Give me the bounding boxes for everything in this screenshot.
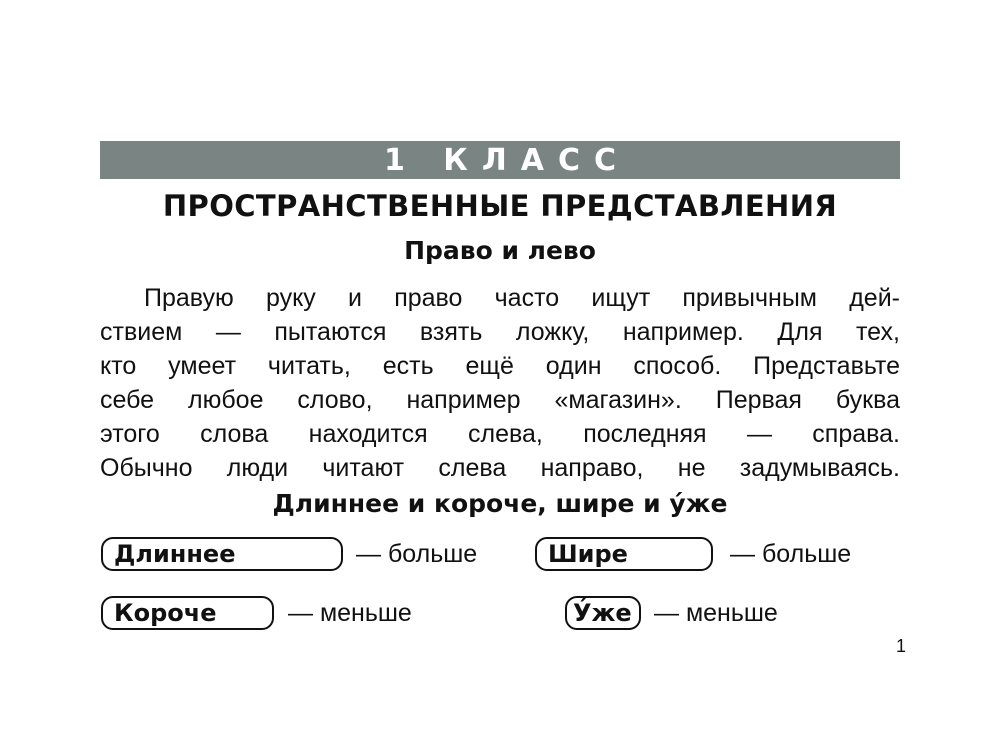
paragraph-line: этого слова находится слева, последняя — справа. xyxy=(100,420,900,448)
section-title-right-left: Право и лево xyxy=(404,236,596,265)
term-meaning: — больше xyxy=(356,540,478,568)
paragraph-line: кто умеет читать, есть ещё один способ. Представьте xyxy=(100,352,900,380)
term-label: Длиннее xyxy=(114,540,236,568)
term-label: Шире xyxy=(548,540,628,568)
term-box-shorter xyxy=(101,596,274,630)
term-label: Короче xyxy=(114,599,217,627)
page-number: 1 xyxy=(896,636,907,656)
explanation-paragraph xyxy=(100,281,900,485)
paragraph-line: ствием — пытаются взять ложку, например. Для тех, xyxy=(100,318,900,346)
paragraph-line: Обычно люди читают слева направо, не задумываясь. xyxy=(100,454,900,482)
section-title-longer-shorter: Длиннее и короче, шире и у́же xyxy=(272,489,728,518)
term-label: У́же xyxy=(573,599,632,627)
term-meaning: — больше xyxy=(730,540,852,568)
chapter-title: ПРОСТРАНСТВЕННЫЕ ПРЕДСТАВЛЕНИЯ xyxy=(162,189,838,223)
term-box-wider xyxy=(535,537,713,571)
paragraph-line: себе любое слово, например «магазин». Первая буква xyxy=(100,386,900,414)
grade-label: 1 КЛАСС xyxy=(383,142,630,178)
grade-banner xyxy=(100,141,900,179)
term-box-longer xyxy=(101,537,343,571)
term-meaning: — меньше xyxy=(654,599,778,627)
paragraph-line: Правую руку и право часто ищут привычным дей- xyxy=(144,284,900,312)
term-meaning: — меньше xyxy=(288,599,412,627)
term-box-narrower xyxy=(565,596,641,630)
